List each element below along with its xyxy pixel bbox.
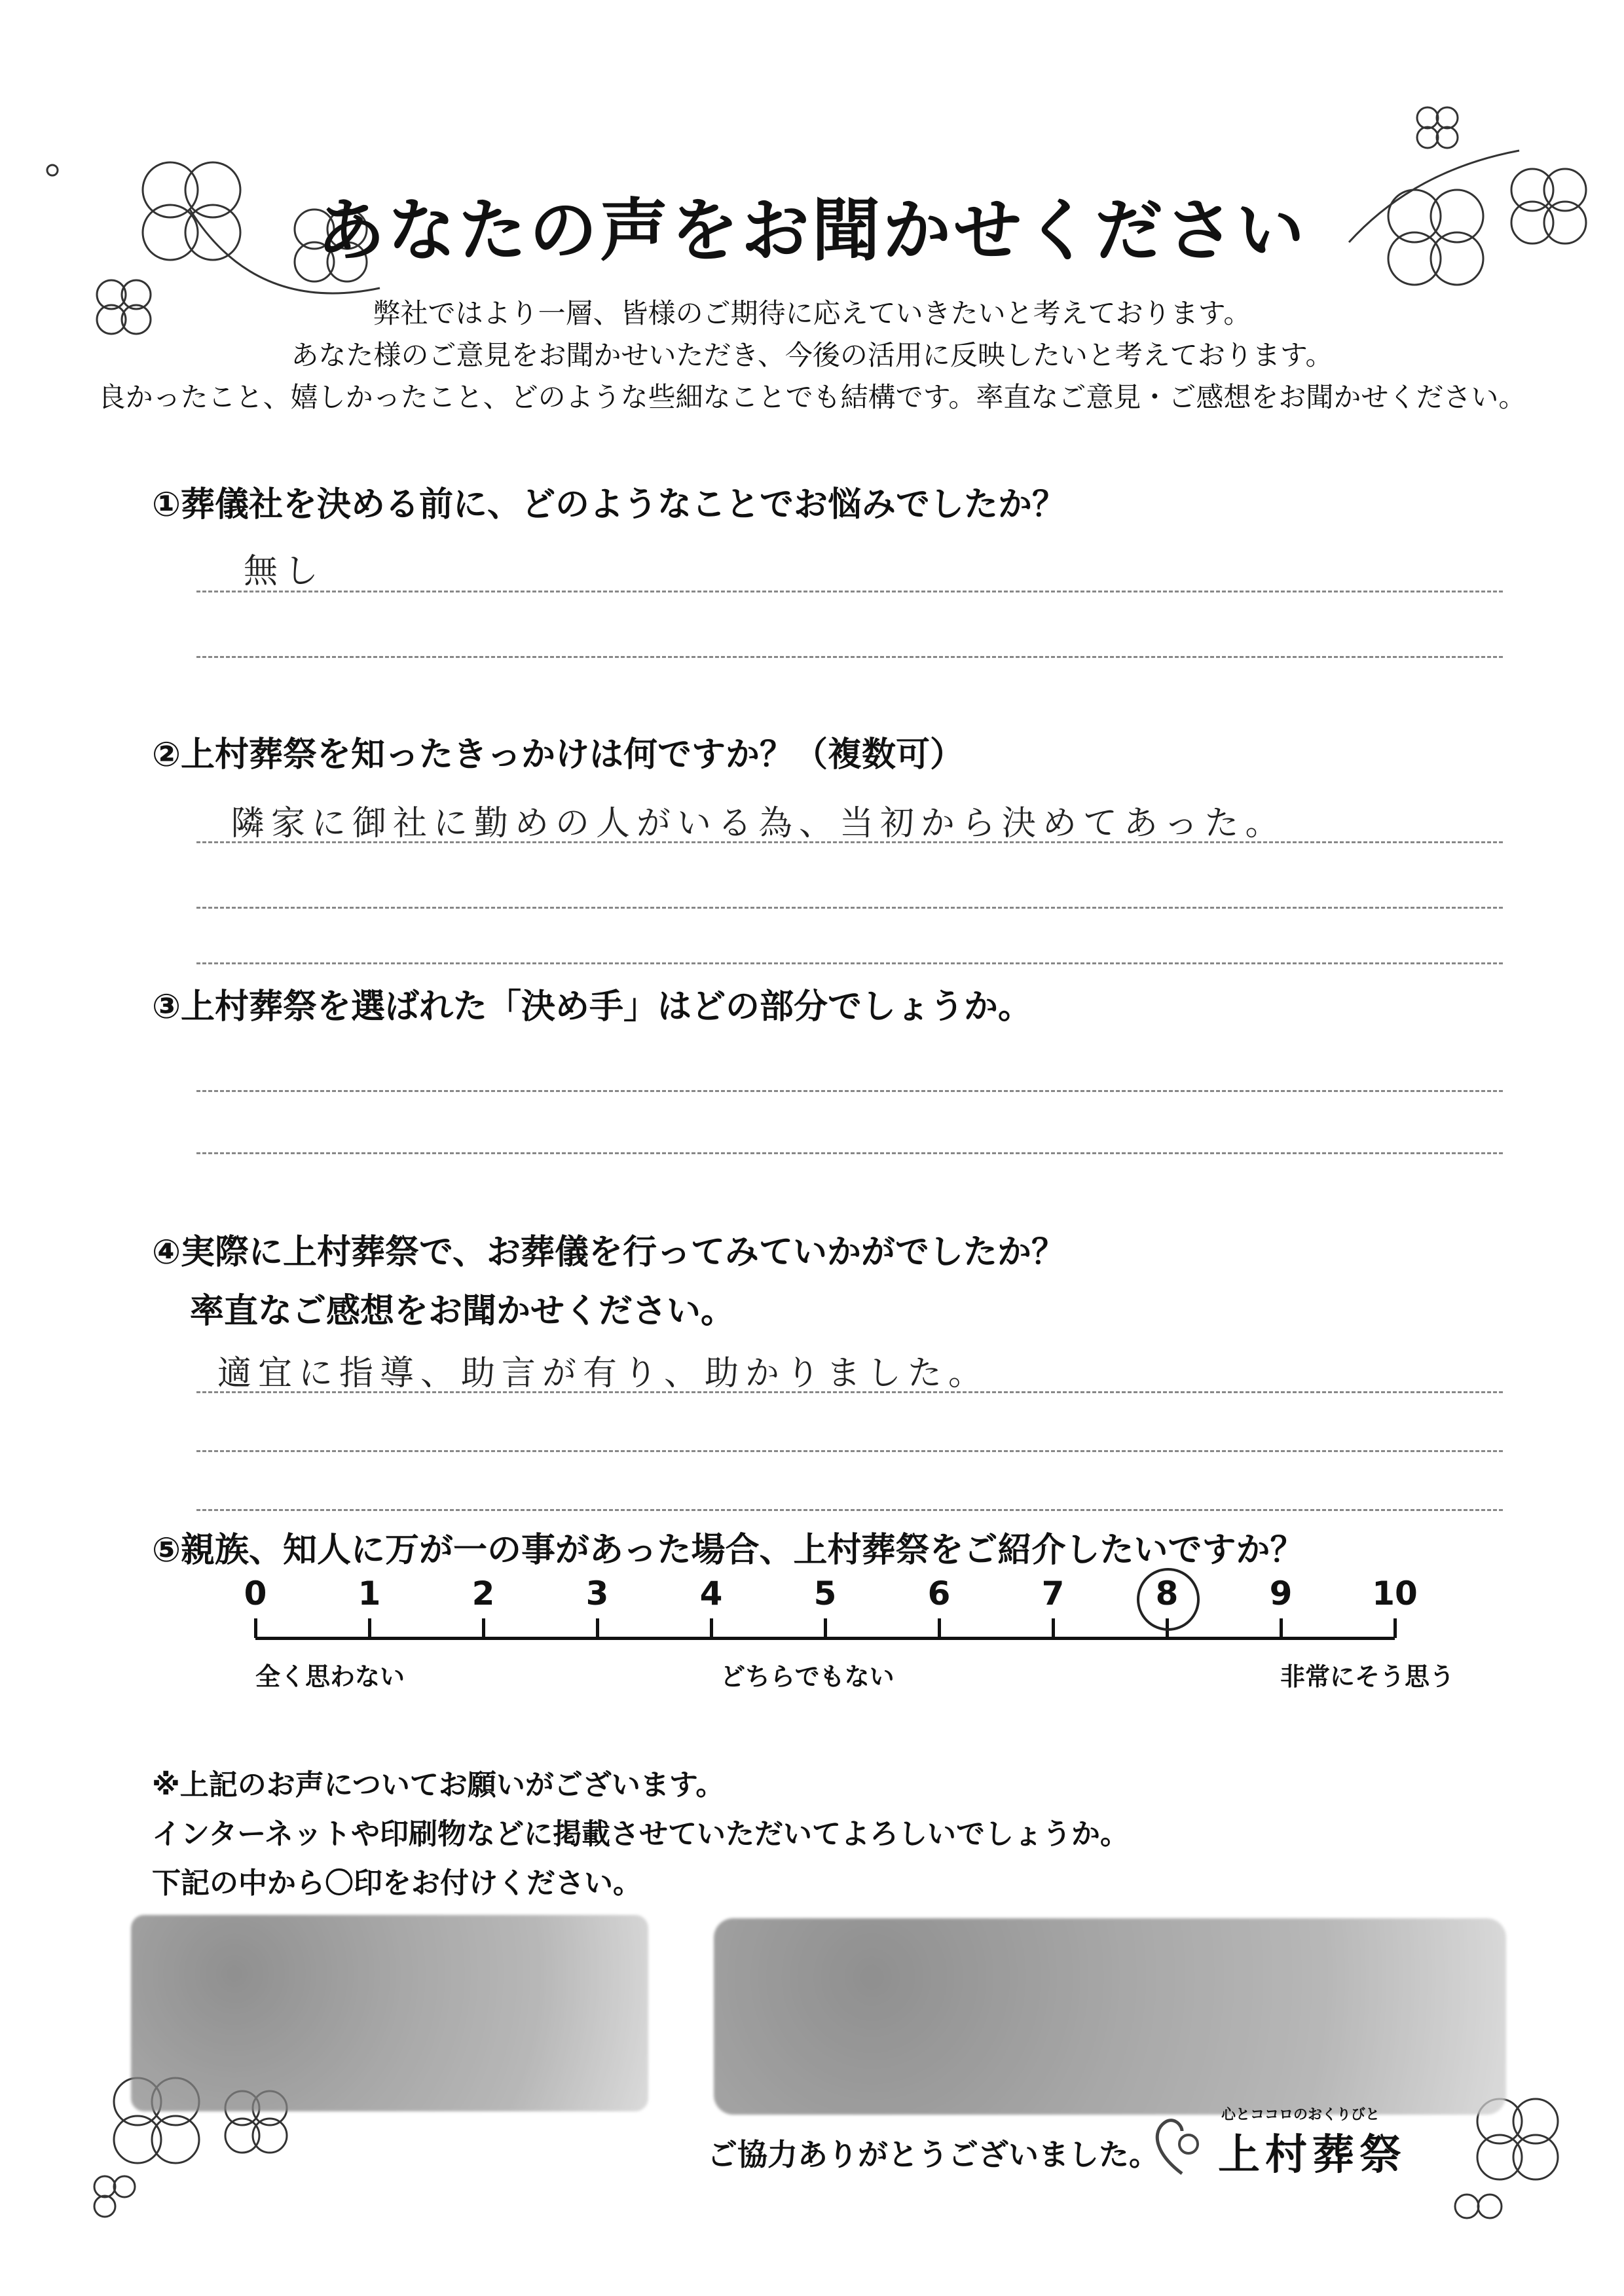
scale-number-1: 1 xyxy=(358,1575,381,1613)
scale-number-3: 3 xyxy=(585,1575,609,1613)
thanks-message: ご協力ありがとうございました。 xyxy=(707,2137,1159,2172)
note-line-3: 下記の中から〇印をお付けください。 xyxy=(152,1867,642,1900)
scale-number-8: 8 xyxy=(1155,1575,1179,1613)
question-3: ③上村葬祭を選ばれた「決め手」はどの部分でしょうか。 xyxy=(152,987,1033,1027)
question-1: ①葬儀社を決める前に、どのようなことでお悩みでしたか？ xyxy=(152,485,1067,524)
answer-line xyxy=(196,591,1503,592)
answer-line xyxy=(196,1450,1503,1452)
answer-line xyxy=(196,1509,1503,1511)
logo-tagline: 心とココロのおくりびと xyxy=(1221,2107,1380,2123)
page-title: あなたの声をお聞かせください xyxy=(316,191,1307,270)
scale-number-9: 9 xyxy=(1269,1575,1293,1613)
heart-logo-icon xyxy=(1149,2108,1215,2180)
scale-tick-3 xyxy=(596,1618,599,1638)
intro-line-1: 弊社ではより一層、皆様のご期待に応えていきたいと考えております。 xyxy=(373,297,1251,329)
question-5: ⑤親族、知人に万が一の事があった場合、上村葬祭をご紹介したいですか？ xyxy=(152,1531,1304,1570)
selected-rating-circle xyxy=(1137,1568,1200,1631)
redacted-area-left xyxy=(131,1915,648,2111)
scale-label-mid: どちらでもない xyxy=(720,1662,895,1691)
scale-tick-7 xyxy=(1052,1618,1055,1638)
scale-tick-9 xyxy=(1280,1618,1283,1638)
logo-name: 上村葬祭 xyxy=(1218,2131,1407,2179)
answer-line xyxy=(196,1090,1503,1092)
scale-tick-10 xyxy=(1393,1618,1397,1638)
scale-tick-2 xyxy=(482,1618,485,1638)
answer-line xyxy=(196,962,1503,964)
intro-line-2: あなた様のご意見をお聞かせいただき、今後の活用に反映したいと考えております。 xyxy=(291,339,1333,371)
answer-line xyxy=(196,907,1503,909)
scale-number-10: 10 xyxy=(1372,1575,1418,1613)
question-4: ④実際に上村葬祭で、お葬儀を行ってみていかがでしたか？ xyxy=(152,1233,1065,1272)
scale-number-0: 0 xyxy=(244,1575,267,1613)
answer-line xyxy=(196,656,1503,658)
question-2: ②上村葬祭を知ったきっかけは何ですか？（複数可） xyxy=(152,735,965,774)
scale-number-2: 2 xyxy=(471,1575,495,1613)
answer-line xyxy=(196,1152,1503,1154)
answer-2: 隣家に御社に勤めの人がいる為、当初から決めてあった。 xyxy=(231,804,1286,843)
answer-line xyxy=(196,1391,1503,1393)
answer-1: 無し xyxy=(244,552,325,591)
scale-label-low: 全く思わない xyxy=(255,1662,405,1691)
note-line-1: ※上記のお声についてお願いがございます。 xyxy=(152,1768,725,1802)
scale-tick-6 xyxy=(938,1618,941,1638)
intro-line-3: 良かったこと、嬉しかったこと、どのような些細なことでも結構です。率直なご意見・ご感想をお聞かせください。 xyxy=(98,381,1526,413)
answer-line xyxy=(196,841,1503,843)
scale-label-high: 非常にそう思う xyxy=(1280,1662,1455,1691)
scale-number-4: 4 xyxy=(699,1575,723,1613)
scale-tick-5 xyxy=(824,1618,827,1638)
answer-4: 適宜に指導、助言が有り、助かりました。 xyxy=(217,1354,989,1393)
scale-tick-1 xyxy=(368,1618,371,1638)
scale-number-7: 7 xyxy=(1041,1575,1065,1613)
note-line-2: インターネットや印刷物などに掲載させていただいてよろしいでしょうか。 xyxy=(152,1817,1130,1851)
question-4-subtext: 率直なご感想をお聞かせください。 xyxy=(190,1292,735,1331)
scale-tick-4 xyxy=(710,1618,713,1638)
scale-tick-0 xyxy=(254,1618,257,1638)
scale-number-6: 6 xyxy=(927,1575,951,1613)
redacted-area-right xyxy=(714,1918,1506,2115)
scale-number-5: 5 xyxy=(813,1575,837,1613)
